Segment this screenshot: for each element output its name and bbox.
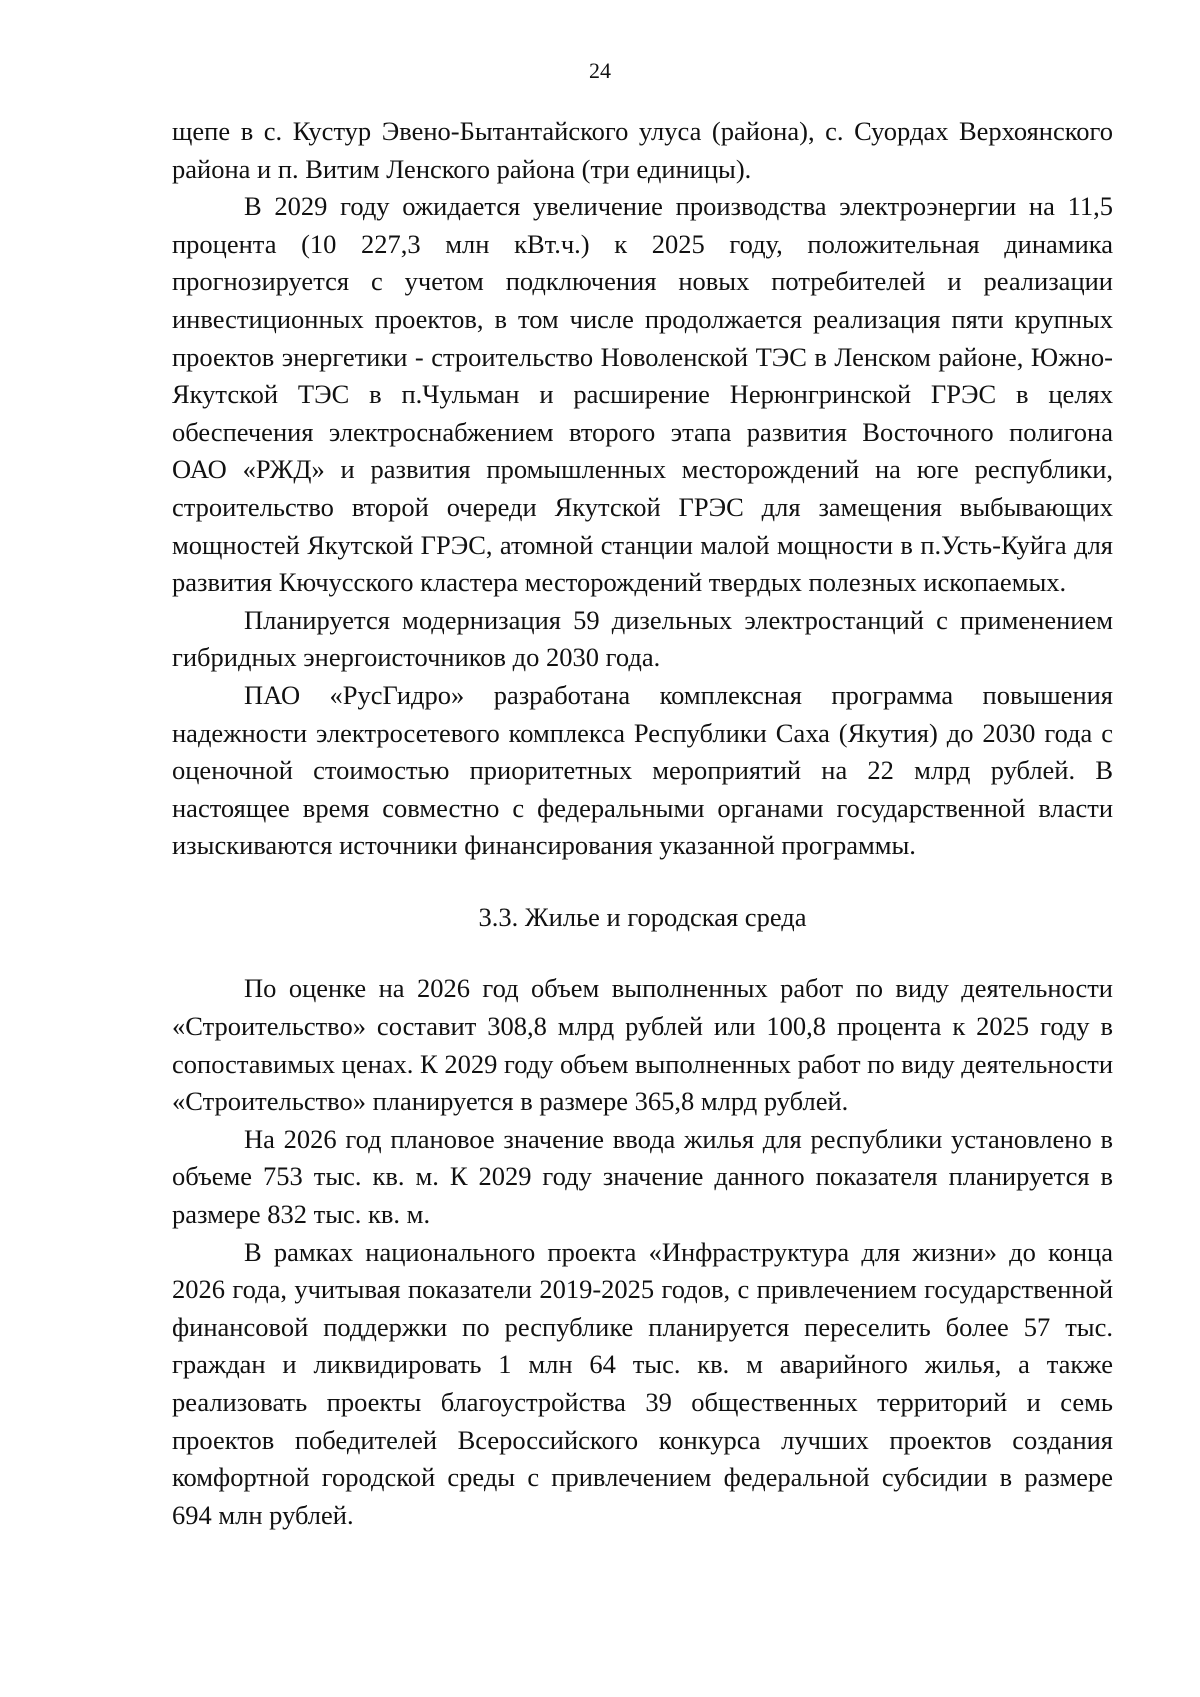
paragraph-rushydro-program: ПАО «РусГидро» разработана комплексная программа повышения надежности электросетевого комплекса Республики Саха (Якутия) до 2030 года с оценочной стоимостью приоритетных мероприятий на 22 млрд рублей. В настоящее время совместно с федеральными органами государственной власти изыскиваются источники финансирования указанной программы. [172,679,1113,861]
paragraph-energy-production: В 2029 году ожидается увеличение производства электроэнергии на 11,5 процента (10 227,3 млн кВт.ч.) к 2025 году, положительная динамика прогнозируется с учетом подключения новых потребителей и реализации инвестиционных проектов, в том числе продолжается реализация пяти крупных проектов энергетики - строительство Новоленской ТЭС в Ленском районе, Южно-Якутской ТЭС в п.Чульман и расширение Нерюнгринской ГРЭС в целях обеспечения электроснабжением второго этапа развития Восточного полигона ОАО «РЖД» и развития промышленных месторождений на юге республики, строительство второй очереди Якутской ГРЭС для замещения выбывающих мощностей Якутской ГРЭС, атомной станции малой мощности в п.Усть-Куйга для развития Кючусского кластера месторождений твердых полезных ископаемых. [172,191,1113,598]
paragraph-national-project: В рамках национального проекта «Инфраструктура для жизни» до конца 2026 года, учитывая показатели 2019-2025 годов, с привлечением государственной финансовой поддержки по республике планируется переселить более 57 тыс. граждан и ликвидировать 1 млн 64 тыс. кв. м аварийного жилья, а также реализовать проекты благоустройства 39 общественных территорий и семь проектов победителей Всероссийского конкурса лучших проектов создания комфортной городской среды с привлечением федеральной субсидии в размере 694 млн рублей. [172,1236,1113,1530]
paragraph-continuation: щепе в с. Кустур Эвено-Бытантайского улуса (района), с. Суордах Верхоянского района и п. Витим Ленского района (три единицы). [172,116,1113,184]
paragraph-construction-volume: По оценке на 2026 год объем выполненных работ по виду деятельности «Строительство» составит 308,8 млрд рублей или 100,8 процента к 2025 году в сопоставимых ценах. К 2029 году объем выполненных работ по виду деятельности «Строительство» планируется в размере 365,8 млрд рублей. [172,973,1113,1117]
page-number: 24 [589,58,611,83]
document-body [172,113,1113,1534]
section-heading: 3.3. Жилье и городская среда [478,901,807,932]
paragraph-diesel-modernization: Планируется модернизация 59 дизельных электростанций с применением гибридных энергоисточников до 2030 года. [172,604,1113,673]
paragraph-housing-input: На 2026 год плановое значение ввода жилья для республики установлено в объеме 753 тыс. кв. м. К 2029 году значение данного показателя планируется в размере 832 тыс. кв. м. [172,1123,1113,1230]
